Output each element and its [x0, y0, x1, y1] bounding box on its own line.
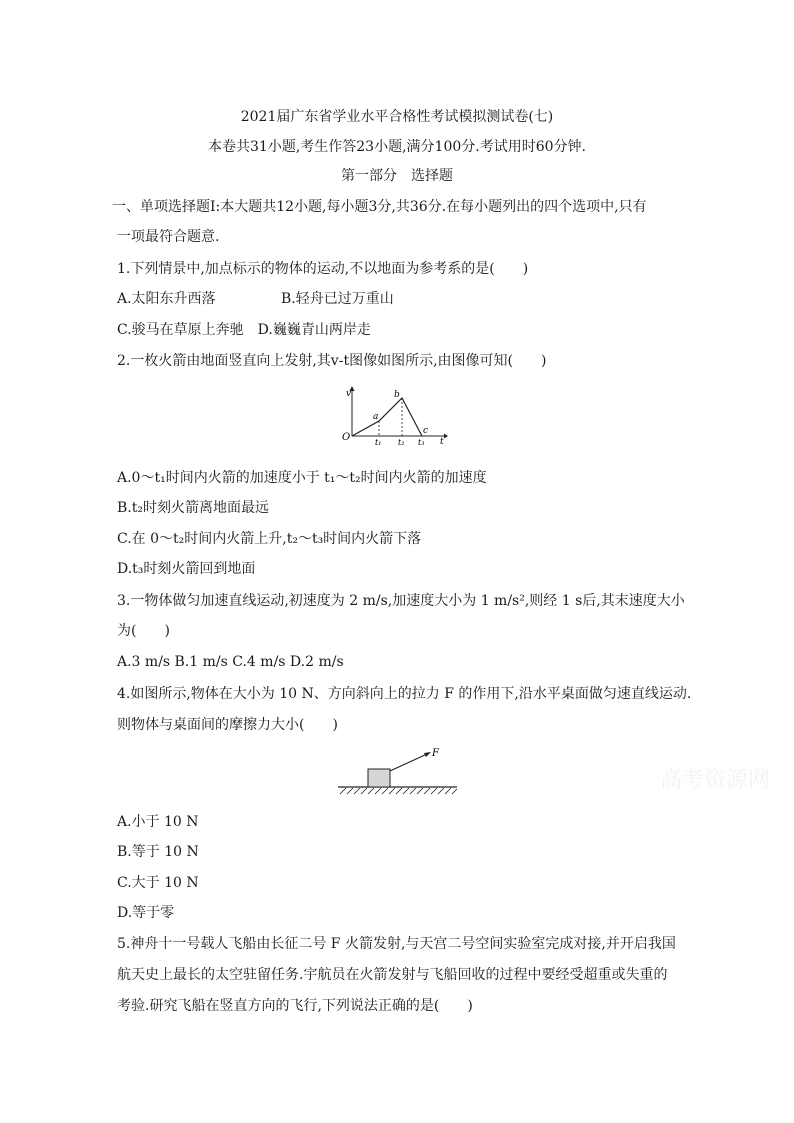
- t-axis-arrow: [444, 434, 448, 439]
- q2-option-c: C.在 0～t₂时间内火箭上升,t₂～t₃时间内火箭下落: [117, 531, 422, 547]
- q2-option-d: D.t₃时刻火箭回到地面: [117, 561, 256, 577]
- section1-intro-line1: 一、单项选择题Ⅰ:本大题共12小题,每小题3分,共36分.在每小题列出的四个选项中,只有: [112, 199, 647, 215]
- q2-option-b: B.t₂时刻火箭离地面最远: [117, 500, 269, 516]
- q3-options: A.3 m/s B.1 m/s C.4 m/s D.2 m/s: [117, 654, 344, 670]
- block: [368, 769, 390, 787]
- q5-stem-line2: 航天史上最长的太空驻留任务.宇航员在火箭发射与飞船回收的过程中要经受超重或失重的: [117, 967, 668, 983]
- q4-option-b: B.等于 10 N: [117, 844, 199, 860]
- force-arrow-head: [424, 752, 431, 757]
- section1-intro-line2: 一项最符合题意.: [117, 229, 220, 245]
- q3-stem-line1: 3.一物体做匀加速直线运动,初速度为 2 m/s,加速度大小为 1 m/s²,则经 1 s后,其末速度大小: [117, 593, 685, 609]
- q1-option-cd: C.骏马在草原上奔驰 D.巍巍青山两岸走: [117, 322, 371, 338]
- exam-title: 2021届广东省学业水平合格性考试模拟测试卷(七): [240, 109, 554, 125]
- q4-option-d: D.等于零: [117, 905, 175, 921]
- q3-stem-line2: 为( ): [117, 623, 170, 639]
- tick-t2-label: t₂: [398, 438, 405, 446]
- origin-label: O: [342, 432, 351, 443]
- q4-stem-line1: 4.如图所示,物体在大小为 10 N、方向斜向上的拉力 F 的作用下,沿水平桌面做匀速直线运动.: [117, 686, 692, 702]
- q2-option-a: A.0～t₁时间内火箭的加速度小于 t₁～t₂时间内火箭的加速度: [117, 470, 487, 486]
- q5-stem-line1: 5.神舟十一号载人飞船由长征二号 F 火箭发射,与天宫二号空间实验室完成对接,并开启我国: [117, 936, 676, 952]
- tick-t3-label: t₃: [418, 438, 425, 446]
- q4-option-c: C.大于 10 N: [117, 875, 199, 891]
- axis-t-label: t: [440, 437, 444, 446]
- force-label: F: [432, 748, 439, 759]
- force-arrow-line: [390, 754, 427, 771]
- q4-option-a: A.小于 10 N: [117, 814, 199, 830]
- tick-t1-label: t₁: [375, 438, 382, 446]
- q1-option-b: B.轻舟已过万重山: [281, 291, 394, 307]
- part-heading: 第一部分 选择题: [341, 168, 453, 184]
- force-diagram: [335, 744, 461, 798]
- vt-graph: [340, 384, 450, 446]
- point-a-label: a: [373, 412, 379, 422]
- q5-stem-line3: 考验.研究飞船在竖直方向的飞行,下列说法正确的是( ): [117, 998, 473, 1014]
- watermark: 高考资源网: [660, 768, 771, 793]
- q1-option-a: A.太阳东升西落: [117, 291, 216, 307]
- vt-line: [352, 398, 422, 436]
- q1-stem: 1.下列情景中,加点标示的物体的运动,不以地面为参考系的是( ): [117, 261, 529, 277]
- point-b-label: b: [394, 390, 400, 400]
- q2-stem: 2.一枚火箭由地面竖直向上发射,其v-t图像如图所示,由图像可知( ): [117, 353, 547, 369]
- q4-stem-line2: 则物体与桌面间的摩擦力大小( ): [117, 717, 338, 733]
- table-hatching: [340, 788, 457, 794]
- point-c-label: c: [423, 426, 429, 436]
- exam-subtitle: 本卷共31小题,考生作答23小题,满分100分.考试用时60分钟.: [208, 139, 586, 155]
- axis-v-label: v: [346, 389, 352, 399]
